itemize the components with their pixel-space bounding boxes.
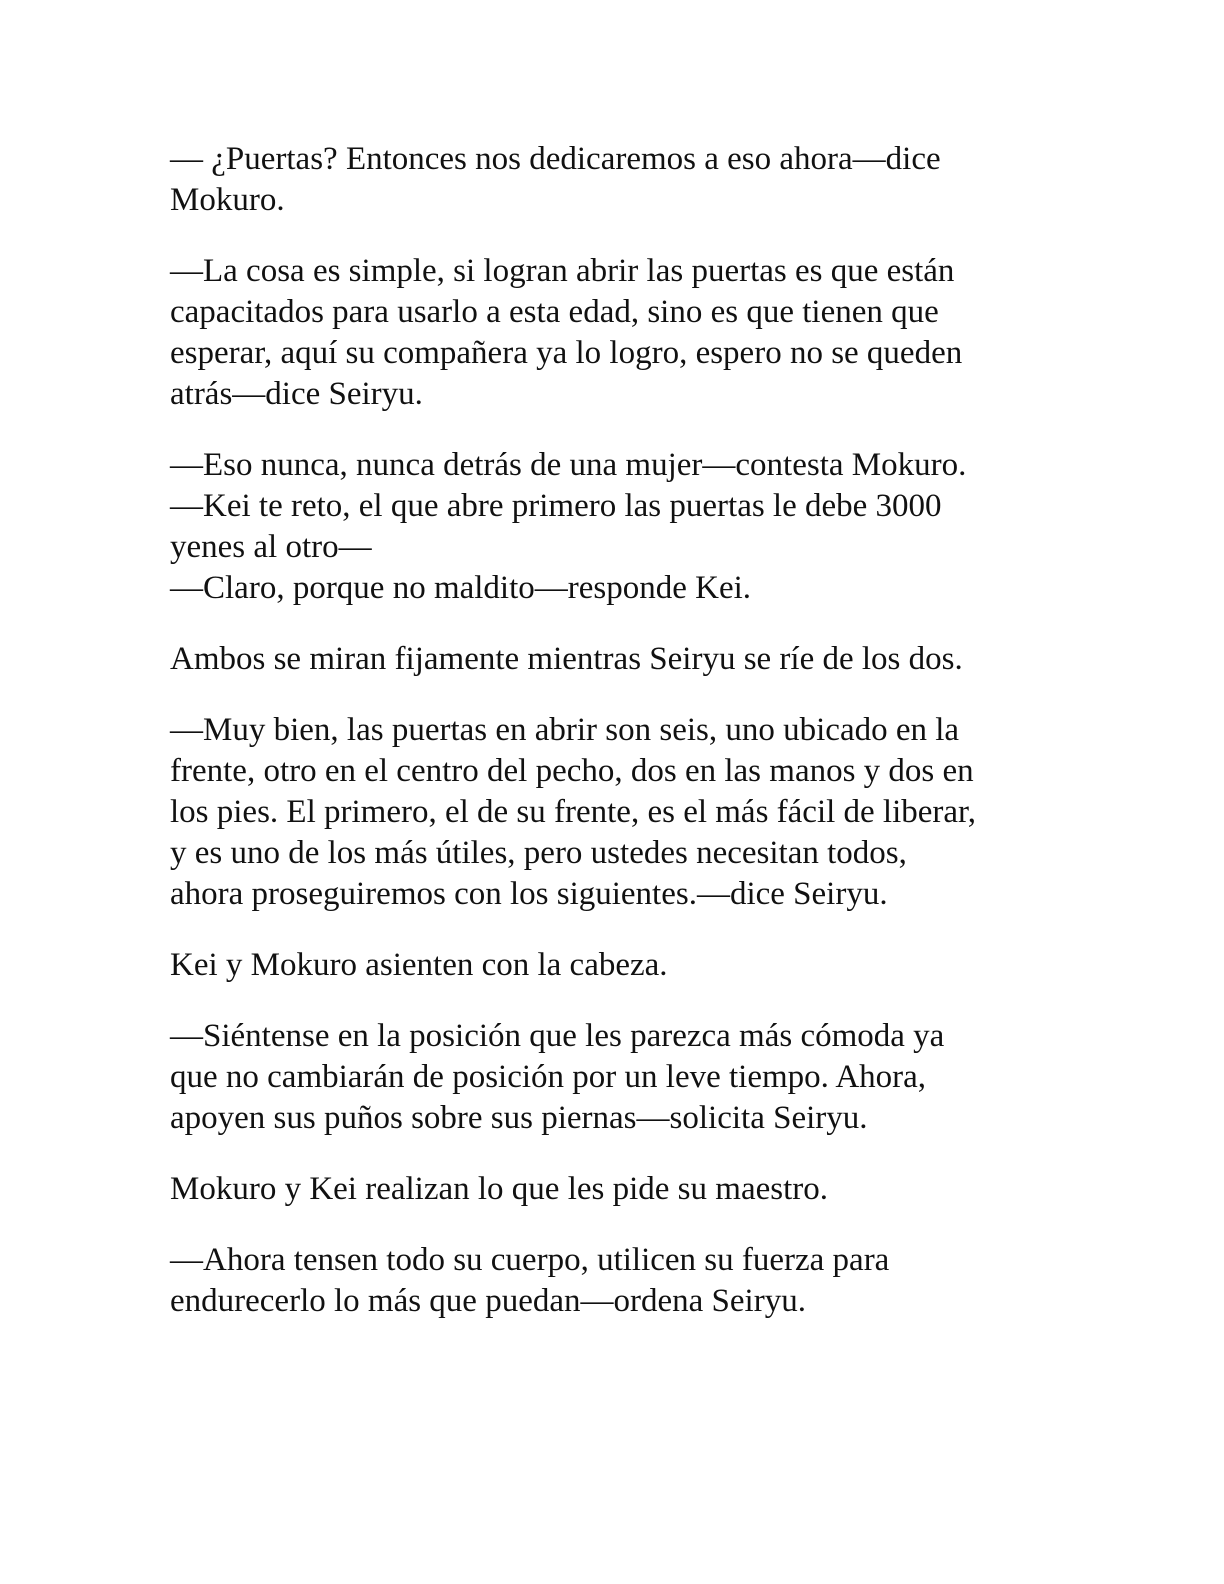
text-line: —Muy bien, las puertas en abrir son seis, uno ubicado en la: [170, 712, 960, 748]
text-line: endurecerlo lo más que puedan—ordena Seiryu.: [170, 1283, 806, 1319]
text-line: —Claro, porque no maldito—responde Kei.: [170, 570, 752, 606]
text-line: —Eso nunca, nunca detrás de una mujer—contesta Mokuro.: [170, 447, 967, 483]
text-line: atrás—dice Seiryu.: [170, 376, 423, 412]
text-line: —Kei te reto, el que abre primero las puertas le debe 3000: [170, 488, 942, 524]
text-line: — ¿Puertas? Entonces nos dedicaremos a eso ahora—dice: [170, 141, 941, 177]
text-line: —Ahora tensen todo su cuerpo, utilicen su fuerza para: [170, 1242, 890, 1278]
text-line: Ambos se miran fijamente mientras Seiryu se ríe de los dos.: [170, 641, 963, 677]
text-line: frente, otro en el centro del pecho, dos en las manos y dos en: [170, 753, 974, 789]
text-line: apoyen sus puños sobre sus piernas—solicita Seiryu.: [170, 1100, 868, 1136]
text-line: yenes al otro—: [170, 529, 372, 565]
paragraph: [170, 251, 1050, 415]
paragraph: [170, 639, 1050, 680]
paragraph: [170, 710, 1050, 915]
text-line: los pies. El primero, el de su frente, es el más fácil de liberar,: [170, 794, 976, 830]
text-line: ahora proseguiremos con los siguientes.—dice Seiryu.: [170, 876, 888, 912]
text-line: Mokuro y Kei realizan lo que les pide su maestro.: [170, 1171, 828, 1207]
text-line: esperar, aquí su compañera ya lo logro, espero no se queden: [170, 335, 963, 371]
paragraph: [170, 139, 1050, 221]
text-line: —Siéntense en la posición que les parezca más cómoda ya: [170, 1018, 945, 1054]
text-line: Kei y Mokuro asienten con la cabeza.: [170, 947, 668, 983]
paragraph: [170, 445, 1050, 609]
text-line: capacitados para usarlo a esta edad, sino es que tienen que: [170, 294, 939, 330]
text-line: y es uno de los más útiles, pero ustedes necesitan todos,: [170, 835, 907, 871]
text-line: —La cosa es simple, si logran abrir las puertas es que están: [170, 253, 955, 289]
paragraph: [170, 1016, 1050, 1139]
text-line: Mokuro.: [170, 182, 285, 218]
body-text: [170, 139, 1050, 1352]
paragraph: [170, 1169, 1050, 1210]
paragraph: [170, 1240, 1050, 1322]
text-line: que no cambiarán de posición por un leve tiempo. Ahora,: [170, 1059, 927, 1095]
paragraph: [170, 945, 1050, 986]
